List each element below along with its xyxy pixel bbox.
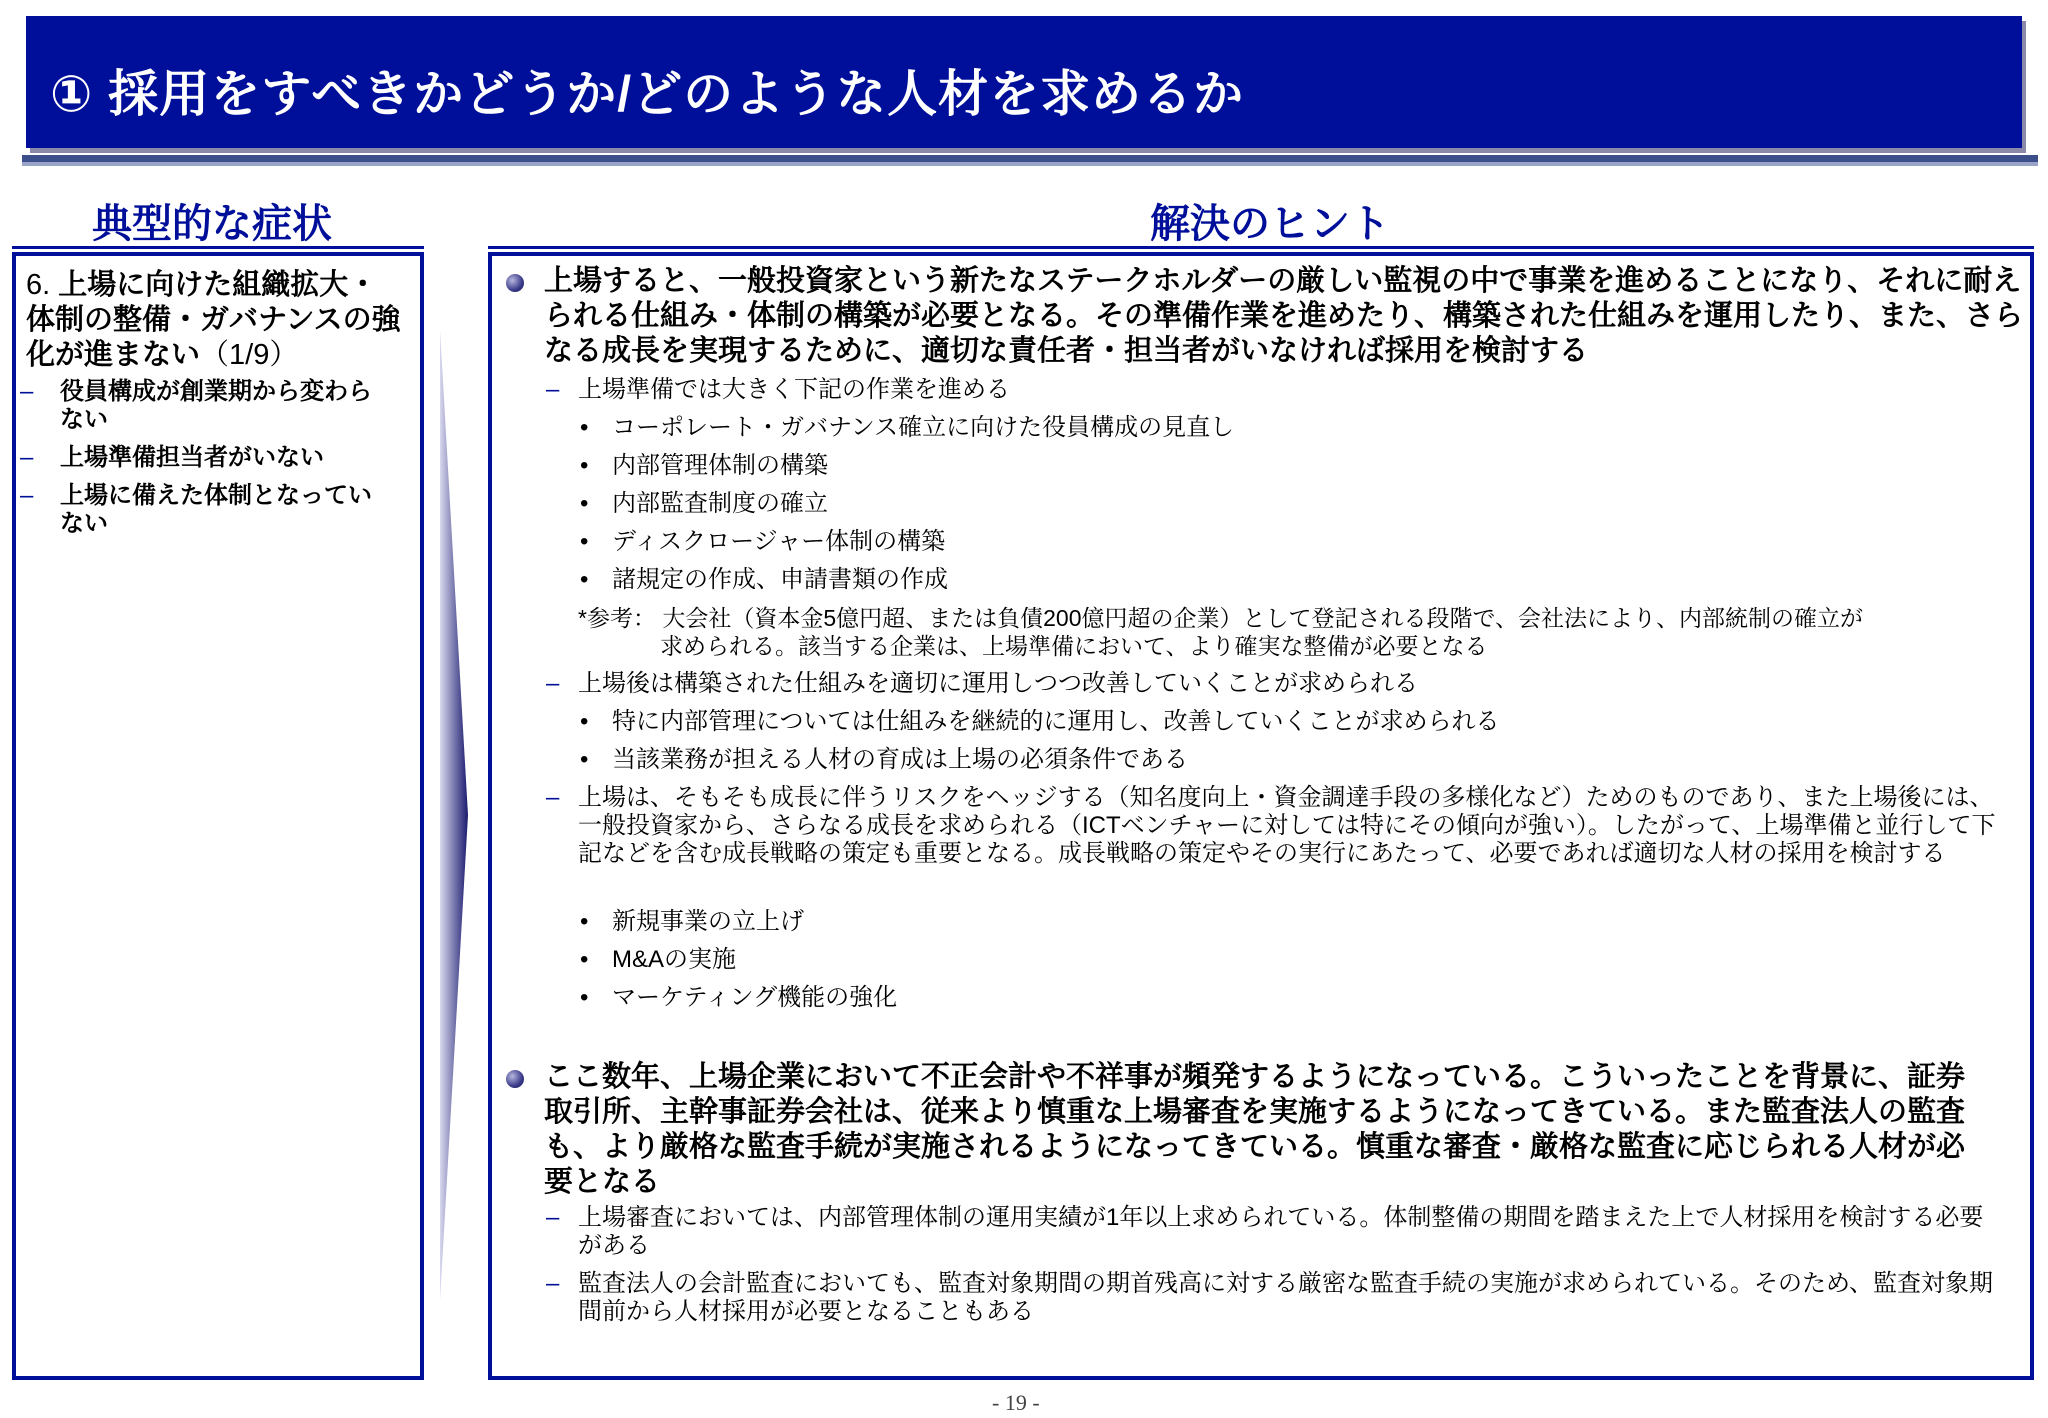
symptom-title-text: 上場に向けた組織拡大・体制の整備・ガバナンスの強化が進まない: [26, 269, 401, 371]
hint-1-dash-2-item: • 当該業務が担える人材の育成は上場の必須条件である: [612, 746, 2012, 774]
hint-1-dash-1-item: • 内部管理体制の構築: [612, 452, 2012, 480]
page-number: - 19 -: [992, 1390, 1040, 1415]
hint-1-dash-3-item: • M&Aの実施: [612, 946, 2012, 974]
title-underline: [22, 155, 2038, 162]
reference-note: [578, 604, 2048, 632]
hint-1-dash-2-item: • 特に内部管理については仕組みを継続的に運用し、改善していくことが求められる: [612, 708, 2012, 736]
note-line-2: 求められる。該当する企業は、上場準備において、より確実な整備が必要となる: [660, 633, 1488, 659]
hint-bullet-1-text: 上場すると、一般投資家という新たなステークホルダーの厳しい監視の中で事業を進めることになり、それに耐えられる仕組み・体制の構築が必要となる。その準備作業を進めたり、構築された仕組みを運用したり、また、さらなる成長を実現するために、適切な責任者・担当者がいなければ採用を検討する: [544, 265, 2024, 367]
hints-panel: [488, 252, 2034, 1380]
left-column-heading: 典型的な症状: [92, 202, 332, 246]
page-title: ① 採用をすべきかどうか/どのような人材を求めるか: [50, 66, 1245, 122]
hint-1-dash-3-item: • マーケティング機能の強化: [612, 984, 2012, 1012]
hint-bullet-2: [544, 1060, 1974, 1200]
right-heading-rule: [488, 246, 2034, 249]
symptom-item: – 上場準備担当者がいない: [60, 444, 390, 472]
hint-2-dash-1: – 上場審査においては、内部管理体制の運用実績が1年以上求められている。体制整備の期間を踏まえた上で人材採用を検討する必要がある: [578, 1204, 1998, 1260]
bullet-icon: [506, 1070, 524, 1088]
hint-2-dash-2: – 監査法人の会計監査においても、監査対象期間の期首残高に対する厳密な監査手続の実施が求められている。そのため、監査対象期間前から人材採用が必要となることもある: [578, 1270, 1998, 1326]
title-bar: [26, 16, 2022, 148]
symptom-item: – 役員構成が創業期から変わらない: [60, 378, 390, 434]
hint-bullet-2-text: ここ数年、上場企業において不正会計や不祥事が頻発するようになっている。こういったことを背景に、証券取引所、主幹事証券会社は、従来より慎重な上場審査を実施するようになってきている。また監査法人の監査も、より厳格な監査手続が実施されるようになってきている。慎重な審査・厳格な監査に応じられる人材が必要となる: [544, 1061, 1966, 1198]
symptom-title-suffix: （1/9）: [200, 339, 299, 371]
left-heading-rule: [12, 246, 424, 249]
hint-1-dash-3-item: • 新規事業の立上げ: [612, 908, 2012, 936]
hint-bullet-1: [544, 264, 2044, 369]
hint-1-dash-2: – 上場後は構築された仕組みを適切に運用しつつ改善していくことが求められる: [578, 670, 2048, 698]
hint-1-dash-1-item: • 内部監査制度の確立: [612, 490, 2012, 518]
bullet-icon: [506, 274, 524, 292]
note-line-1: 大会社（資本金5億円超、または負債200億円超の企業）として登記される段階で、会社法により、内部統制の確立が: [662, 605, 1864, 631]
symptom-title: [26, 268, 406, 373]
hint-1-dash-3: – 上場は、そもそも成長に伴うリスクをヘッジする（知名度向上・資金調達手段の多様化など）ためのものであり、また上場後には、一般投資家から、さらなる成長を求められる（ICTベンチャーに対しては特にその傾向が強い）。したがって、上場準備と並行して下記などを含む成長戦略の策定も重要となる。成長戦略の策定やその実行にあたって、必要であれば適切な人材の採用を検討する: [578, 784, 1998, 868]
hint-1-dash-1-item: • 諸規定の作成、申請書類の作成: [612, 566, 2012, 594]
hint-1-dash-1: – 上場準備では大きく下記の作業を進める: [578, 376, 2048, 404]
hint-1-dash-1-item: • コーポレート・ガバナンス確立に向けた役員構成の見直し: [612, 414, 2012, 442]
symptoms-panel: [12, 252, 424, 1380]
symptom-item: – 上場に備えた体制となっていない: [60, 482, 390, 538]
right-column-heading: 解決のヒント: [1150, 202, 1390, 246]
note-label: *参考：: [578, 605, 656, 631]
symptom-number: 6.: [26, 269, 51, 301]
chevron-right-arrow-icon: [432, 330, 472, 1300]
hint-1-dash-1-item: • ディスクロージャー体制の構築: [612, 528, 2012, 556]
